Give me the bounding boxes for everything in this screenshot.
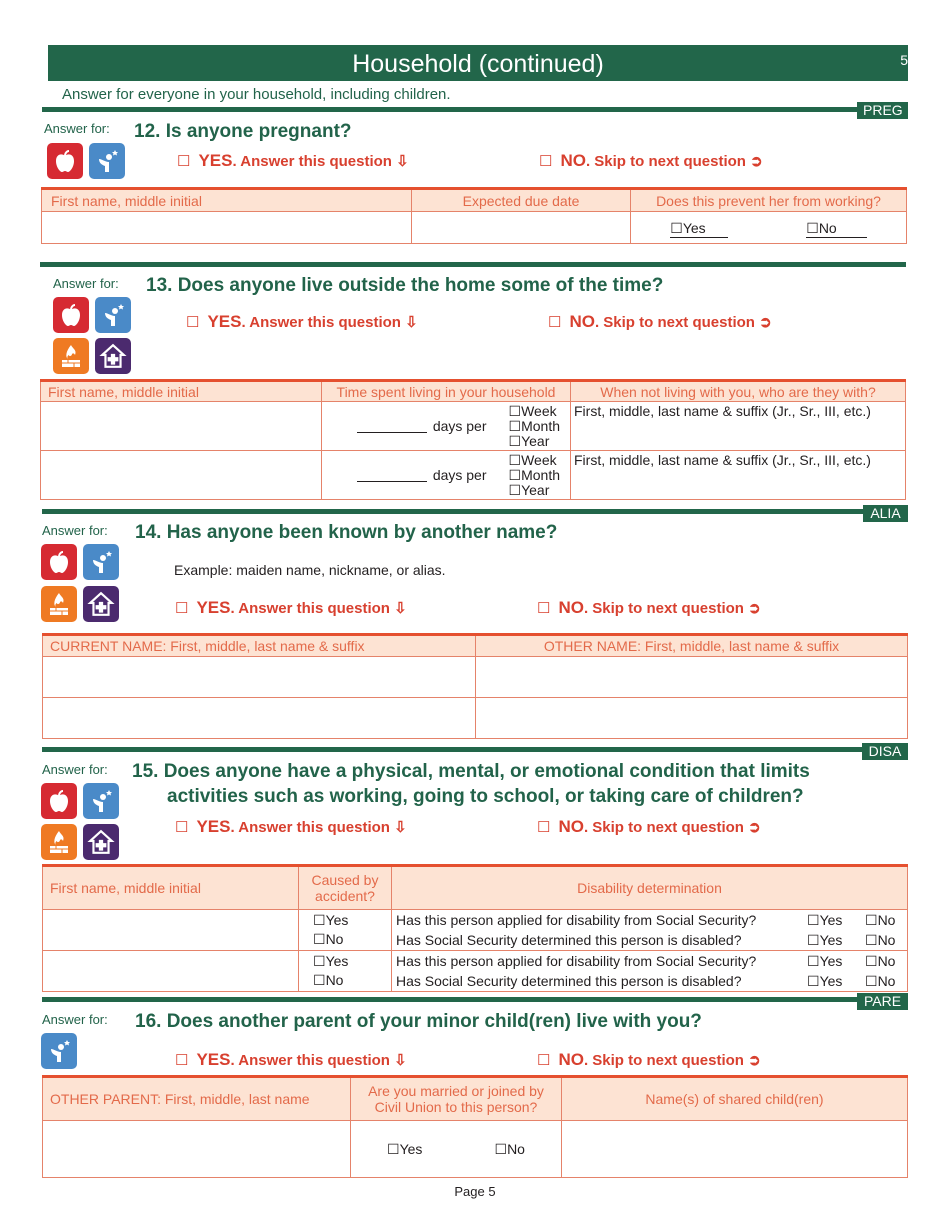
q14-yes-option[interactable]: ☐ YES. Answer this question ⇩	[175, 598, 407, 617]
name-cell[interactable]	[43, 910, 299, 951]
current-name-cell[interactable]	[43, 698, 476, 739]
section-divider	[42, 747, 862, 752]
name-cell[interactable]	[43, 951, 299, 992]
q16-no-option[interactable]: ☐ NO. Skip to next question ➲	[537, 1050, 761, 1069]
answer-for-label: Answer for:	[44, 121, 110, 136]
question-13: 13. Does anyone live outside the home some of the time?	[146, 275, 664, 296]
determination-cell: Has this person applied for disability from Social Security? ☐Yes ☐No Has Social Security determined this person is disabled? ☐Yes ☐No	[392, 910, 908, 951]
checkbox-yes[interactable]: ☐Yes	[807, 932, 843, 948]
accident-cell	[299, 951, 392, 992]
page-footer: Page 5	[454, 1184, 496, 1199]
col-header: Does this prevent her from working?	[631, 189, 907, 212]
answer-for-label: Answer for:	[42, 523, 108, 538]
q13-yes-option[interactable]: ☐ YES. Answer this question ⇩	[186, 312, 418, 331]
page-title: Household (continued)	[352, 50, 604, 78]
col-header: Time spent living in your household	[322, 381, 571, 402]
col-header: Expected due date	[412, 189, 631, 212]
time-cell: days per ☐Week ☐Month ☐Year	[322, 402, 571, 451]
checkbox-yes[interactable]: ☐Yes	[670, 220, 727, 238]
section-divider	[42, 997, 857, 1002]
checkbox-no[interactable]: ☐No	[806, 220, 866, 238]
q14-example: Example: maiden name, nickname, or alias.	[174, 562, 446, 578]
heating-icon	[53, 338, 89, 374]
other-name-cell[interactable]	[476, 698, 908, 739]
accident-cell	[299, 910, 392, 951]
q13-no-option[interactable]: ☐ NO. Skip to next question ➲	[548, 312, 772, 331]
housing-icon	[95, 338, 131, 374]
instructions: Answer for everyone in your household, including children.	[62, 86, 451, 103]
checkbox-no[interactable]: ☐No	[865, 953, 896, 969]
other-name-cell[interactable]	[476, 657, 908, 698]
checkbox-yes[interactable]: ☐Yes	[807, 973, 843, 989]
other-parent-cell[interactable]	[43, 1121, 351, 1178]
col-header: Caused by accident?	[299, 866, 392, 910]
apple-icon	[41, 783, 77, 819]
col-header: Disability determination	[392, 866, 908, 910]
q12-yes-option[interactable]: ☐ YES. Answer this question ⇩	[177, 151, 409, 170]
section-tag-disa: DISA	[862, 743, 908, 760]
col-header: CURRENT NAME: First, middle, last name & suffix	[43, 635, 476, 657]
current-name-cell[interactable]	[43, 657, 476, 698]
section-divider	[42, 509, 863, 514]
q14-no-option[interactable]: ☐ NO. Skip to next question ➲	[537, 598, 761, 617]
days-input[interactable]	[357, 432, 427, 433]
page-header	[48, 45, 908, 81]
answer-for-label: Answer for:	[53, 276, 119, 291]
section-tag-preg: PREG	[857, 102, 908, 119]
name-cell[interactable]	[41, 402, 322, 451]
col-header: First name, middle initial	[41, 381, 322, 402]
checkbox-no[interactable]: ☐No	[313, 972, 344, 988]
answer-for-label: Answer for:	[42, 1012, 108, 1027]
col-header: When not living with you, who are they with?	[571, 381, 906, 402]
col-header: OTHER PARENT: First, middle, last name	[43, 1077, 351, 1121]
heating-icon	[41, 824, 77, 860]
q16-table	[42, 1075, 908, 1178]
checkbox-no[interactable]: ☐No	[494, 1140, 525, 1157]
checkbox-month[interactable]: ☐Month	[508, 466, 560, 483]
checkbox-week[interactable]: ☐Week	[508, 402, 557, 419]
question-14: 14. Has anyone been known by another name?	[135, 522, 558, 543]
q12-no-option[interactable]: ☐ NO. Skip to next question ➲	[539, 151, 763, 170]
name-cell[interactable]	[41, 451, 322, 500]
answer-for-label: Answer for:	[42, 762, 108, 777]
question-12: 12. Is anyone pregnant?	[134, 121, 352, 142]
checkbox-yes[interactable]: ☐Yes	[807, 953, 843, 969]
checkbox-week[interactable]: ☐Week	[508, 451, 557, 468]
q15-no-option[interactable]: ☐ NO. Skip to next question ➲	[537, 817, 761, 836]
checkbox-yes[interactable]: ☐Yes	[807, 912, 843, 928]
checkbox-no[interactable]: ☐No	[865, 912, 896, 928]
checkbox-no[interactable]: ☐No	[313, 931, 344, 947]
checkbox-no[interactable]: ☐No	[865, 973, 896, 989]
who-with-cell[interactable]: First, middle, last name & suffix (Jr., Sr., III, etc.)	[571, 451, 906, 500]
q15-table	[42, 864, 908, 992]
q13-table	[40, 379, 906, 500]
due-date-cell[interactable]	[412, 212, 631, 244]
who-with-cell[interactable]: First, middle, last name & suffix (Jr., Sr., III, etc.)	[571, 402, 906, 451]
col-header: Are you married or joined by Civil Union to this person?	[351, 1077, 562, 1121]
q15-yes-option[interactable]: ☐ YES. Answer this question ⇩	[175, 817, 407, 836]
checkbox-yes[interactable]: ☐Yes	[313, 912, 349, 928]
question-16: 16. Does another parent of your minor child(ren) live with you?	[135, 1011, 702, 1032]
days-input[interactable]	[357, 481, 427, 482]
q14-table	[42, 633, 908, 739]
section-tag-alia: ALIA	[863, 505, 908, 522]
col-header: First name, middle initial	[42, 189, 412, 212]
section-tag-pare: PARE	[857, 993, 908, 1010]
checkbox-no[interactable]: ☐No	[865, 932, 896, 948]
q12-table	[41, 187, 907, 244]
page-number: 5	[900, 52, 908, 68]
time-cell: days per ☐Week ☐Month ☐Year	[322, 451, 571, 500]
checkbox-year[interactable]: ☐Year	[508, 432, 550, 449]
checkbox-month[interactable]: ☐Month	[508, 417, 560, 434]
heating-icon	[41, 586, 77, 622]
apple-icon	[41, 544, 77, 580]
apple-icon	[47, 143, 83, 179]
family-icon	[83, 783, 119, 819]
married-cell	[351, 1121, 562, 1178]
family-icon	[41, 1033, 77, 1069]
checkbox-yes[interactable]: ☐Yes	[387, 1140, 423, 1157]
determination-cell: Has this person applied for disability from Social Security? ☐Yes ☐No Has Social Security determined this person is disabled? ☐Yes ☐No	[392, 951, 908, 992]
section-divider	[40, 262, 906, 267]
col-header: First name, middle initial	[43, 866, 299, 910]
apple-icon	[53, 297, 89, 333]
col-header: Name(s) of shared child(ren)	[562, 1077, 908, 1121]
checkbox-year[interactable]: ☐Year	[508, 481, 550, 498]
housing-icon	[83, 824, 119, 860]
family-icon	[95, 297, 131, 333]
housing-icon	[83, 586, 119, 622]
question-15-cont: activities such as working, going to school, or taking care of children?	[167, 786, 804, 807]
col-header: OTHER NAME: First, middle, last name & suffix	[476, 635, 908, 657]
name-cell[interactable]	[42, 212, 412, 244]
checkbox-yes[interactable]: ☐Yes	[313, 953, 349, 969]
section-divider	[42, 107, 857, 112]
shared-children-cell[interactable]	[562, 1121, 908, 1178]
family-icon	[89, 143, 125, 179]
q16-yes-option[interactable]: ☐ YES. Answer this question ⇩	[175, 1050, 407, 1069]
prevent-working-cell[interactable]	[631, 212, 907, 244]
question-15: 15. Does anyone have a physical, mental, or emotional condition that limits	[132, 761, 810, 782]
family-icon	[83, 544, 119, 580]
